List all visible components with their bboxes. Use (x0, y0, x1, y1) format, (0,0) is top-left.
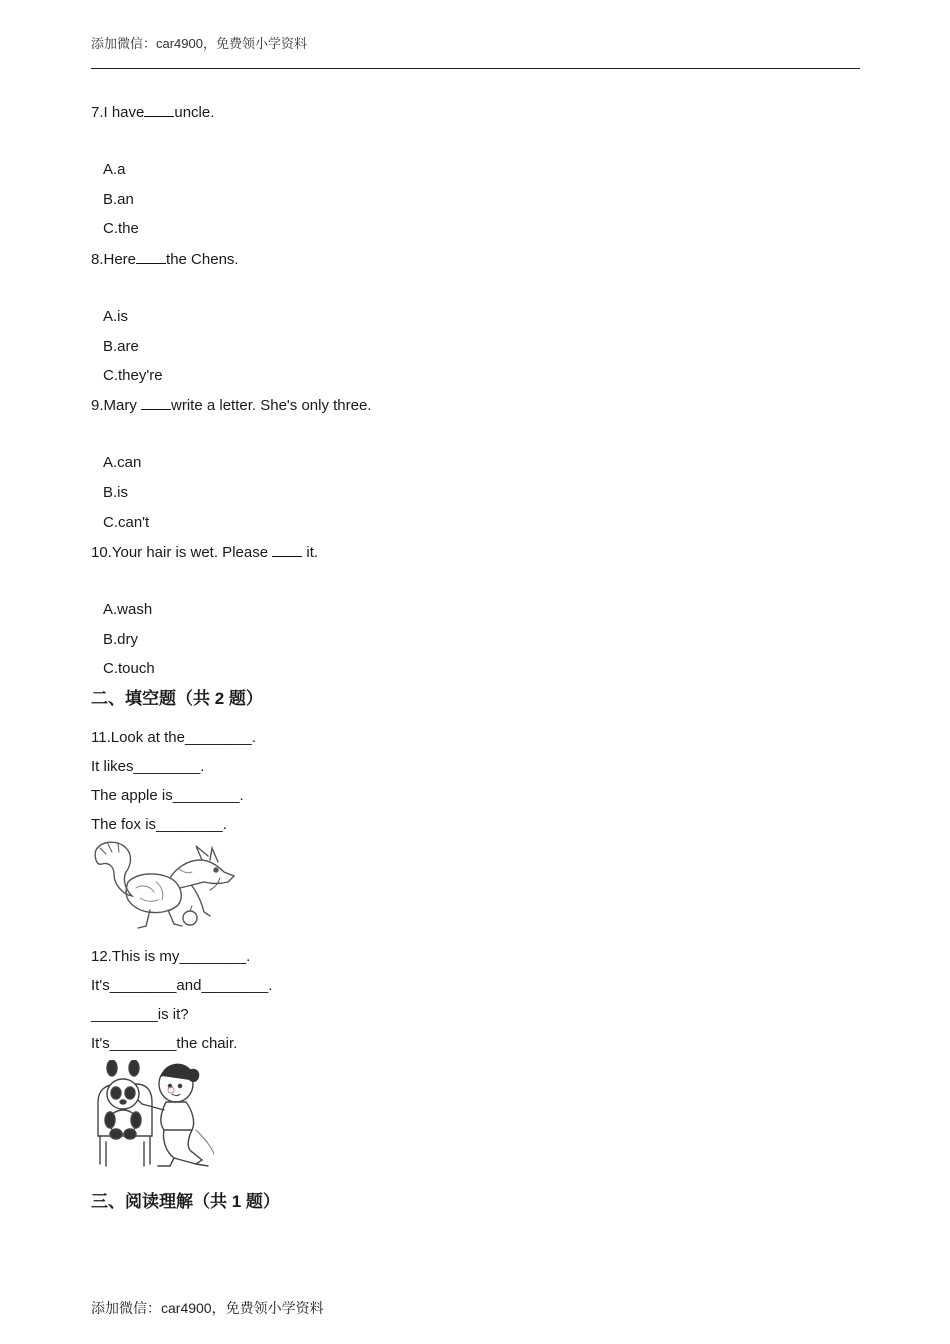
page-footer: 添加微信：car4900，免费领小学资料 (91, 1300, 324, 1316)
question-12-line-1: 12.This is my________. (91, 948, 251, 965)
option-9a: A.can (103, 454, 142, 471)
answer-blank (272, 543, 302, 557)
option-9c: C.can't (103, 514, 150, 531)
question-12-line-3: ________is it? (91, 1006, 189, 1023)
option-10b: B.dry (103, 631, 139, 648)
question-10-text-end: it. (302, 544, 319, 561)
option-7a: A.a (103, 161, 126, 178)
question-11-line-3: The apple is________. (91, 787, 244, 804)
question-8-text-end: the Chens. (166, 251, 239, 268)
question-8-text: 8.Here (91, 251, 137, 268)
option-8a: A.is (103, 308, 129, 325)
fox-illustration (92, 838, 240, 932)
question-9 (91, 396, 371, 415)
option-8c: C.they're (103, 367, 163, 384)
question-7 (91, 103, 214, 122)
question-12-line-4: It's________the chair. (91, 1035, 238, 1052)
option-7b: B.an (103, 191, 134, 208)
answer-blank (144, 103, 174, 117)
question-9-text-end: write a letter. She's only three. (171, 397, 372, 414)
option-8b: B.are (103, 338, 139, 355)
section-heading-reading: 三、阅读理解（共 1 题） (91, 1192, 280, 1211)
option-7c: C.the (103, 220, 139, 237)
section-heading-fill-in: 二、填空题（共 2 题） (91, 689, 263, 708)
header-rule (91, 68, 860, 69)
question-11-line-1: 11.Look at the________. (91, 729, 256, 746)
question-7-text: 7.I have (91, 104, 145, 121)
option-10c: C.touch (103, 660, 155, 677)
question-11-line-2: It likes________. (91, 758, 205, 775)
question-10 (91, 543, 318, 562)
question-8 (91, 250, 239, 269)
question-11-line-4: The fox is________. (91, 816, 227, 833)
question-9-text: 9.Mary (91, 397, 142, 414)
girl-and-panda-illustration (92, 1060, 226, 1172)
option-9b: B.is (103, 484, 129, 501)
question-12-line-2: It's________and________. (91, 977, 273, 994)
question-10-text: 10.Your hair is wet. Please (91, 544, 273, 561)
page-header: 添加微信：car4900，免费领小学资料 (91, 36, 307, 51)
answer-blank (141, 396, 171, 410)
question-7-text-end: uncle. (174, 104, 215, 121)
option-10a: A.wash (103, 601, 153, 618)
answer-blank (136, 250, 166, 264)
